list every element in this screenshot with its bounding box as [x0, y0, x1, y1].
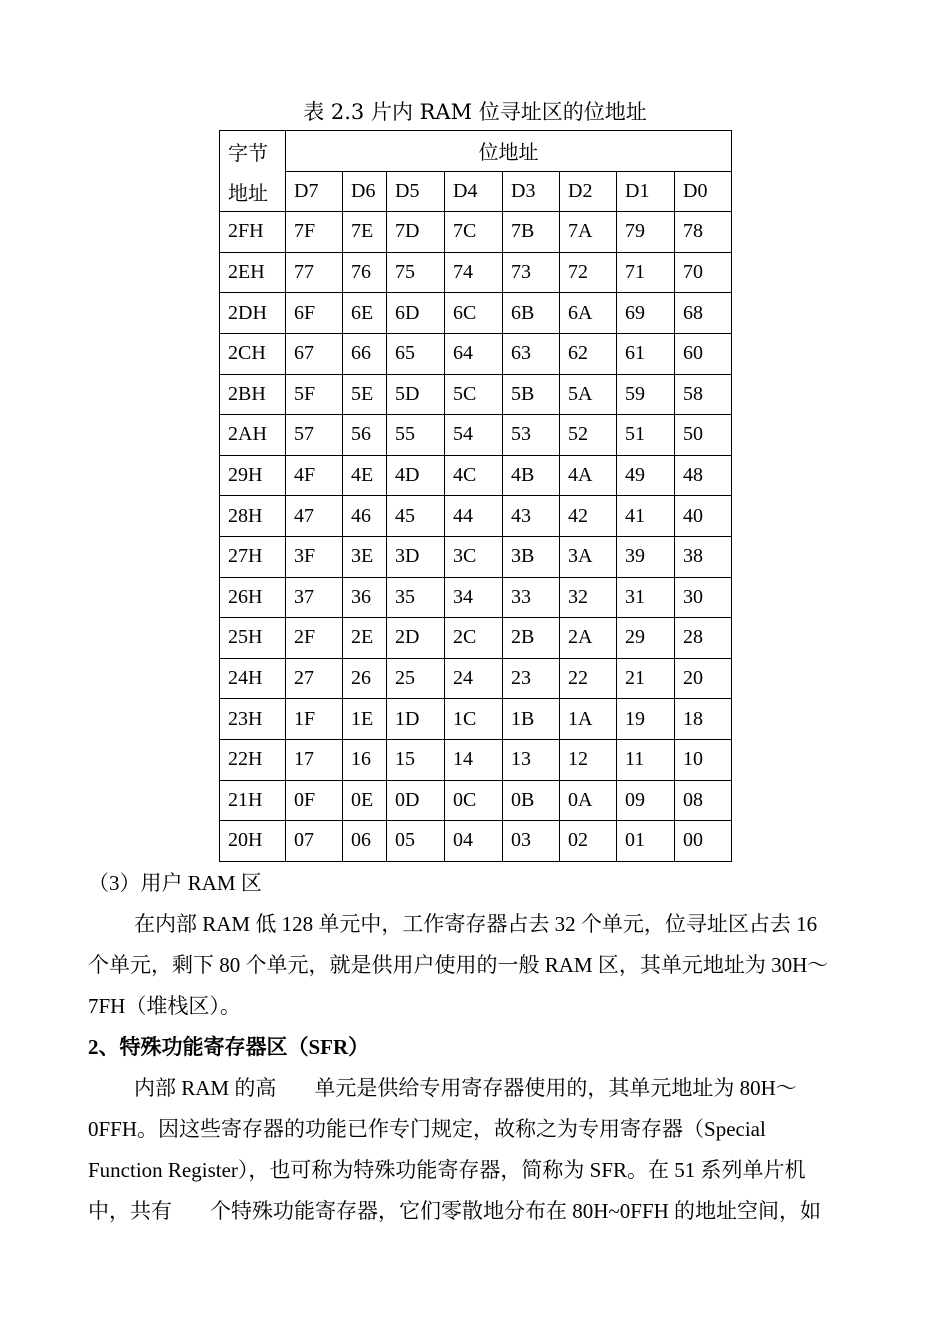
- bit-address-cell: 09: [617, 780, 675, 821]
- bit-address-cell: 33: [503, 577, 560, 618]
- bit-address-cell: 7D: [387, 212, 445, 253]
- table-row: [220, 618, 732, 659]
- bit-address-cell: 54: [445, 415, 503, 456]
- bit-address-cell: 74: [445, 252, 503, 293]
- bit-address-cell: 25: [387, 658, 445, 699]
- bit-address-cell: 62: [560, 333, 617, 374]
- bit-address-cell: 55: [387, 415, 445, 456]
- bit-address-cell: 17: [286, 739, 343, 780]
- bit-address-cell: 1A: [560, 699, 617, 740]
- bit-address-cell: 5C: [445, 374, 503, 415]
- bit-address-cell: 3B: [503, 536, 560, 577]
- bit-address-cell: 38: [675, 536, 732, 577]
- bit-address-cell: 7A: [560, 212, 617, 253]
- bit-address-cell: 7F: [286, 212, 343, 253]
- bit-address-cell: 5F: [286, 374, 343, 415]
- bit-address-cell: 7B: [503, 212, 560, 253]
- bit-address-cell: 4B: [503, 455, 560, 496]
- bit-address-cell: 6C: [445, 293, 503, 334]
- bit-column-header: D0: [675, 171, 732, 212]
- bit-address-cell: 5B: [503, 374, 560, 415]
- paragraph-fragment: 中，共有: [88, 1199, 172, 1223]
- bit-address-cell: 35: [387, 577, 445, 618]
- bit-address-cell: 11: [617, 739, 675, 780]
- bit-address-cell: 2E: [343, 618, 387, 659]
- bit-address-cell: 76: [343, 252, 387, 293]
- byte-address-cell: 24H: [220, 658, 286, 699]
- bit-address-cell: 68: [675, 293, 732, 334]
- table-row: [220, 821, 732, 862]
- bit-address-table: [219, 130, 732, 862]
- bit-address-cell: 46: [343, 496, 387, 537]
- bit-address-cell: 60: [675, 333, 732, 374]
- byte-address-cell: 2DH: [220, 293, 286, 334]
- bit-address-cell: 69: [617, 293, 675, 334]
- bit-address-cell: 08: [675, 780, 732, 821]
- byte-address-cell: 2AH: [220, 415, 286, 456]
- bit-address-cell: 26: [343, 658, 387, 699]
- bit-address-cell: 2A: [560, 618, 617, 659]
- bit-address-cell: 27: [286, 658, 343, 699]
- bit-address-cell: 0C: [445, 780, 503, 821]
- table-row: [220, 252, 732, 293]
- bit-address-cell: 56: [343, 415, 387, 456]
- byte-address-cell: 29H: [220, 455, 286, 496]
- bit-address-cell: 52: [560, 415, 617, 456]
- bit-column-header: D7: [286, 171, 343, 212]
- bit-address-cell: 20: [675, 658, 732, 699]
- bit-address-cell: 04: [445, 821, 503, 862]
- bit-address-cell: 0F: [286, 780, 343, 821]
- bit-address-cell: 63: [503, 333, 560, 374]
- bit-column-header: D2: [560, 171, 617, 212]
- bit-address-cell: 24: [445, 658, 503, 699]
- bit-address-cell: 05: [387, 821, 445, 862]
- byte-address-cell: 21H: [220, 780, 286, 821]
- bit-address-cell: 19: [617, 699, 675, 740]
- bit-address-cell: 73: [503, 252, 560, 293]
- bit-address-cell: 4A: [560, 455, 617, 496]
- bit-address-cell: 72: [560, 252, 617, 293]
- bit-address-cell: 31: [617, 577, 675, 618]
- paragraph-line: [88, 1191, 863, 1232]
- table-row: [220, 374, 732, 415]
- bit-address-cell: 2F: [286, 618, 343, 659]
- bit-address-cell: 4C: [445, 455, 503, 496]
- table-row: [220, 699, 732, 740]
- bit-address-cell: 00: [675, 821, 732, 862]
- table-row: [220, 536, 732, 577]
- bit-address-cell: 67: [286, 333, 343, 374]
- bit-address-cell: 51: [617, 415, 675, 456]
- bit-address-cell: 5A: [560, 374, 617, 415]
- bit-address-cell: 21: [617, 658, 675, 699]
- bit-address-cell: 6F: [286, 293, 343, 334]
- paragraph-user-ram: [88, 904, 863, 1027]
- bit-address-cell: 3F: [286, 536, 343, 577]
- byte-address-cell: 2BH: [220, 374, 286, 415]
- table-row: [220, 496, 732, 537]
- paragraph-fragment: 内部 RAM 的高: [134, 1076, 277, 1100]
- bit-column-header: D4: [445, 171, 503, 212]
- byte-address-cell: 20H: [220, 821, 286, 862]
- bit-address-cell: 64: [445, 333, 503, 374]
- bit-address-cell: 71: [617, 252, 675, 293]
- bit-address-cell: 15: [387, 739, 445, 780]
- bit-address-cell: 3A: [560, 536, 617, 577]
- bit-address-cell: 0B: [503, 780, 560, 821]
- bit-address-cell: 4D: [387, 455, 445, 496]
- bit-address-cell: 1C: [445, 699, 503, 740]
- bit-address-cell: 3C: [445, 536, 503, 577]
- bit-address-cell: 6E: [343, 293, 387, 334]
- bit-address-cell: 01: [617, 821, 675, 862]
- paragraph-line: 在内部 RAM 低 128 单元中，工作寄存器占去 32 个单元，位寻址区占去 16: [134, 912, 818, 936]
- byte-address-cell: 27H: [220, 536, 286, 577]
- bit-address-cell: 02: [560, 821, 617, 862]
- bit-address-cell: 6B: [503, 293, 560, 334]
- bit-address-cell: 43: [503, 496, 560, 537]
- bit-column-header: D5: [387, 171, 445, 212]
- bit-address-cell: 39: [617, 536, 675, 577]
- bit-address-cell: 65: [387, 333, 445, 374]
- bit-address-cell: 30: [675, 577, 732, 618]
- bit-address-cell: 0D: [387, 780, 445, 821]
- table-row: [220, 415, 732, 456]
- paragraph-sfr: [88, 1068, 863, 1232]
- table-row: [220, 780, 732, 821]
- paragraph-line: 0FFH。因这些寄存器的功能已作专门规定，故称之为专用寄存器（Special: [88, 1117, 766, 1141]
- bit-address-cell: 45: [387, 496, 445, 537]
- bit-address-cell: 1E: [343, 699, 387, 740]
- bit-address-cell: 48: [675, 455, 732, 496]
- bit-address-cell: 7E: [343, 212, 387, 253]
- bit-address-cell: 78: [675, 212, 732, 253]
- bit-address-cell: 47: [286, 496, 343, 537]
- table-row: [220, 212, 732, 253]
- bit-address-cell: 59: [617, 374, 675, 415]
- table-column-header-row: [220, 171, 732, 212]
- bit-address-cell: 1D: [387, 699, 445, 740]
- bit-address-cell: 41: [617, 496, 675, 537]
- bit-address-cell: 61: [617, 333, 675, 374]
- bit-address-cell: 49: [617, 455, 675, 496]
- paragraph-line: 7FH（堆栈区）。: [88, 994, 241, 1018]
- paragraph-line: Function Register），也可称为特殊功能寄存器，简称为 SFR。在 51 系列单片机: [88, 1158, 806, 1182]
- section2-heading: 2、特殊功能寄存器区（SFR）: [88, 1035, 370, 1059]
- paragraph-line: [88, 1068, 863, 1109]
- byte-address-header-top: 字节: [220, 131, 286, 172]
- bit-address-cell: 77: [286, 252, 343, 293]
- byte-address-cell: 2EH: [220, 252, 286, 293]
- byte-address-cell: 28H: [220, 496, 286, 537]
- table-row: [220, 333, 732, 374]
- bit-address-cell: 07: [286, 821, 343, 862]
- bit-address-cell: 6A: [560, 293, 617, 334]
- bit-address-cell: 4E: [343, 455, 387, 496]
- bit-address-cell: 2C: [445, 618, 503, 659]
- bit-address-cell: 6D: [387, 293, 445, 334]
- byte-address-cell: 23H: [220, 699, 286, 740]
- bit-address-cell: 1B: [503, 699, 560, 740]
- bit-address-cell: 29: [617, 618, 675, 659]
- table-row: [220, 293, 732, 334]
- bit-address-cell: 32: [560, 577, 617, 618]
- bit-address-cell: 2B: [503, 618, 560, 659]
- paragraph-fragment: 个特殊功能寄存器，它们零散地分布在 80H~0FFH 的地址空间，如: [210, 1199, 822, 1223]
- bit-address-cell: 7C: [445, 212, 503, 253]
- byte-address-cell: 2FH: [220, 212, 286, 253]
- bit-address-cell: 40: [675, 496, 732, 537]
- bit-address-cell: 28: [675, 618, 732, 659]
- bit-address-cell: 4F: [286, 455, 343, 496]
- byte-address-cell: 25H: [220, 618, 286, 659]
- bit-address-cell: 1F: [286, 699, 343, 740]
- bit-address-cell: 58: [675, 374, 732, 415]
- bit-address-cell: 66: [343, 333, 387, 374]
- section3-heading: （3）用户 RAM 区: [88, 871, 262, 895]
- table-row: [220, 658, 732, 699]
- bit-address-cell: 44: [445, 496, 503, 537]
- byte-address-cell: 22H: [220, 739, 286, 780]
- table-caption: 表 2.3 片内 RAM 位寻址区的位地址: [303, 100, 647, 124]
- bit-column-header: D1: [617, 171, 675, 212]
- bit-column-header: D6: [343, 171, 387, 212]
- bit-column-header: D3: [503, 171, 560, 212]
- bit-address-cell: 2D: [387, 618, 445, 659]
- bit-address-header: 位地址: [286, 131, 732, 172]
- bit-address-cell: 70: [675, 252, 732, 293]
- bit-address-cell: 22: [560, 658, 617, 699]
- table-row: [220, 577, 732, 618]
- paragraph-fragment: 单元是供给专用寄存器使用的，其单元地址为 80H～: [314, 1076, 797, 1100]
- bit-address-cell: 53: [503, 415, 560, 456]
- bit-address-cell: 5D: [387, 374, 445, 415]
- table-header-row: [220, 131, 732, 172]
- bit-address-cell: 06: [343, 821, 387, 862]
- bit-address-cell: 75: [387, 252, 445, 293]
- bit-address-cell: 34: [445, 577, 503, 618]
- table-row: [220, 739, 732, 780]
- byte-address-cell: 2CH: [220, 333, 286, 374]
- bit-address-cell: 36: [343, 577, 387, 618]
- byte-address-header-bottom: 地址: [220, 171, 286, 212]
- bit-address-cell: 16: [343, 739, 387, 780]
- bit-address-cell: 14: [445, 739, 503, 780]
- bit-address-cell: 57: [286, 415, 343, 456]
- bit-address-cell: 12: [560, 739, 617, 780]
- bit-address-cell: 03: [503, 821, 560, 862]
- bit-address-cell: 5E: [343, 374, 387, 415]
- bit-address-cell: 50: [675, 415, 732, 456]
- paragraph-line: 个单元，剩下 80 个单元，就是供用户使用的一般 RAM 区，其单元地址为 30H～: [88, 953, 829, 977]
- bit-address-cell: 42: [560, 496, 617, 537]
- bit-address-cell: 0A: [560, 780, 617, 821]
- bit-address-cell: 0E: [343, 780, 387, 821]
- bit-address-cell: 23: [503, 658, 560, 699]
- table-row: [220, 455, 732, 496]
- byte-address-cell: 26H: [220, 577, 286, 618]
- bit-address-cell: 37: [286, 577, 343, 618]
- bit-address-cell: 10: [675, 739, 732, 780]
- bit-address-cell: 79: [617, 212, 675, 253]
- bit-address-cell: 3E: [343, 536, 387, 577]
- bit-address-cell: 18: [675, 699, 732, 740]
- bit-address-cell: 13: [503, 739, 560, 780]
- bit-address-cell: 3D: [387, 536, 445, 577]
